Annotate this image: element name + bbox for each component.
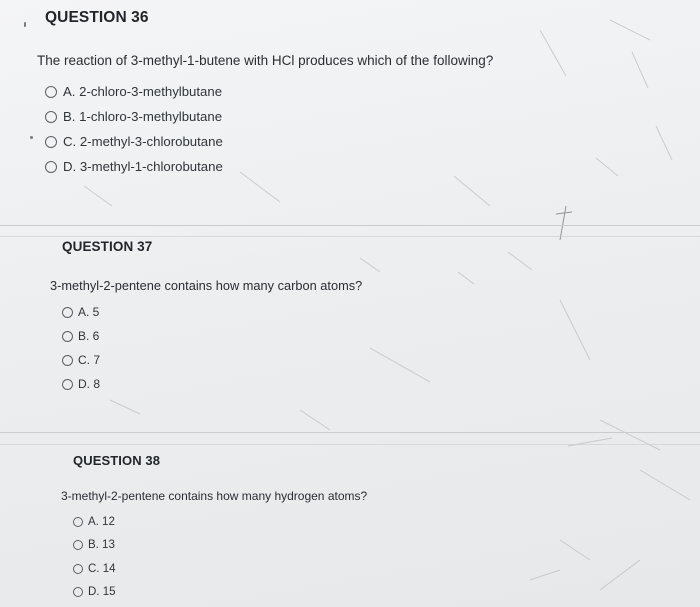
page-marker: [24, 22, 26, 27]
answer-option-b[interactable]: [73, 534, 116, 558]
option-label: D. 15: [88, 586, 116, 599]
answer-option-a[interactable]: [62, 300, 100, 324]
radio-button-icon[interactable]: [73, 517, 83, 527]
radio-button-icon[interactable]: [73, 564, 83, 574]
answer-options: [45, 79, 223, 179]
option-label: B. 6: [78, 329, 100, 343]
answer-option-b[interactable]: [62, 324, 100, 348]
radio-button-icon[interactable]: [73, 587, 83, 597]
question-text: 3-methyl-2-pentene contains how many hydrogen atoms?: [61, 489, 368, 503]
answer-option-d[interactable]: [62, 372, 100, 396]
radio-button-icon[interactable]: [62, 379, 73, 390]
option-label: A. 12: [88, 515, 115, 528]
option-label: D. 3-methyl-1-chlorobutane: [63, 159, 223, 174]
option-label: A. 5: [78, 305, 100, 319]
answer-option-b[interactable]: [45, 104, 223, 129]
option-label: D. 8: [78, 377, 101, 391]
answer-options: [62, 300, 100, 396]
radio-button-icon[interactable]: [45, 86, 57, 98]
radio-button-icon[interactable]: [45, 111, 57, 123]
option-label: C. 2-methyl-3-chlorobutane: [63, 134, 223, 149]
radio-button-icon[interactable]: [62, 331, 73, 342]
question-title: QUESTION 38: [73, 453, 161, 468]
answer-option-d[interactable]: [73, 581, 116, 605]
answer-options: [73, 510, 116, 604]
section-divider: [0, 225, 700, 226]
answer-option-c[interactable]: [45, 129, 223, 154]
radio-button-icon[interactable]: [45, 136, 57, 148]
section-divider: [0, 444, 700, 445]
question-text: 3-methyl-2-pentene contains how many carbon atoms?: [50, 278, 363, 293]
selected-marker: [30, 136, 33, 139]
answer-option-a[interactable]: [45, 79, 223, 104]
radio-button-icon[interactable]: [73, 540, 83, 550]
answer-option-c[interactable]: [62, 348, 100, 372]
section-divider: [0, 236, 700, 237]
option-label: A. 2-chloro-3-methylbutane: [63, 84, 223, 99]
radio-button-icon[interactable]: [62, 307, 73, 318]
option-label: C. 14: [88, 562, 116, 575]
option-label: C. 7: [78, 353, 101, 367]
option-label: B. 13: [88, 539, 115, 552]
answer-option-a[interactable]: [73, 510, 116, 534]
radio-button-icon[interactable]: [62, 355, 73, 366]
radio-button-icon[interactable]: [45, 161, 57, 173]
answer-option-d[interactable]: [45, 154, 223, 179]
option-label: B. 1-chloro-3-methylbutane: [63, 109, 223, 124]
question-text: The reaction of 3-methyl-1-butene with HCl produces which of the following?: [37, 53, 494, 68]
question-title: QUESTION 37: [62, 239, 153, 254]
section-divider: [0, 432, 700, 433]
question-title: QUESTION 36: [45, 9, 149, 26]
answer-option-c[interactable]: [73, 557, 116, 581]
